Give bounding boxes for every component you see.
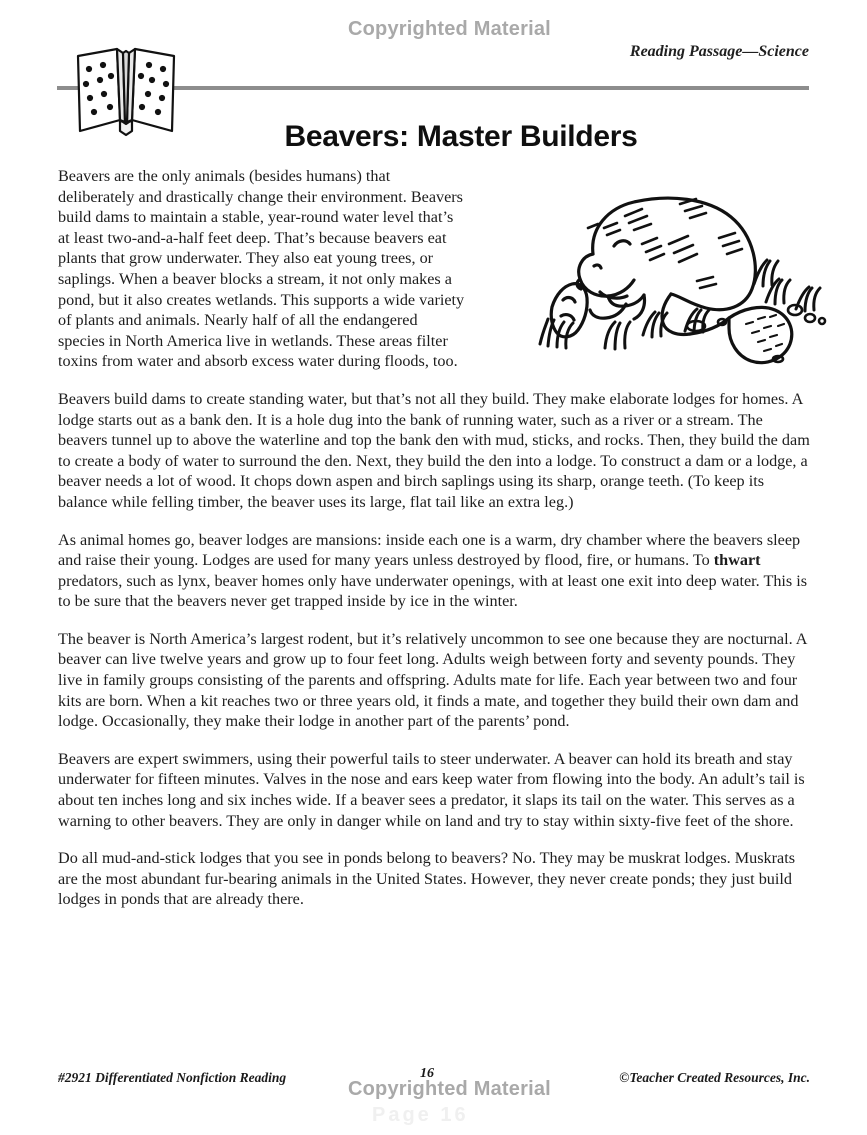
paragraph-1: Beavers are the only animals (besides humans) that deliberately and drastically change their environment. Beavers build dams to maintain a stable, year-round water level that’s at least two-and-a-half feet deep. That’s because beavers eat plants that grow underwater. They also eat young trees, or saplings. When a beaver blocks a stream, it not only makes a pond, but it also creates wetlands. This supports a wide variety of plants and animals. Nearly half of all the endangered species in North America live in wetlands. These areas filter toxins from water and absorb excess water during floods, too. (58, 167, 465, 371)
paragraph-2: Beavers build dams to create standing water, but that’s not all they build. They make elaborate lodges for homes. A lodge starts out as a bank den. It is a hole dug into the bank of running water, such as a river or a stream. The beavers tunnel up to above the waterline and top the bank den with mud, sticks, and rocks. Then, they build the dam to create a body of water to surround the den. Next, they build the den into a lodge. To construct a dam or a lodge, a beaver needs a lot of wood. It chops down aspen and birch saplings using its sharp, orange teeth. (To keep its balance while felling timber, the beaver uses its large, flat tail like an extra leg.) (58, 389, 810, 511)
article-body (58, 166, 810, 927)
paragraph-6: Do all mud-and-stick lodges that you see in ponds belong to beavers? No. They may be muskrat lodges. Muskrats are the most abundant fur-bearing animals in the United States. However, they never create ponds; they just build lodges in ponds that are already there. (58, 849, 795, 909)
copyright-watermark-top: Copyrighted Material (348, 18, 551, 40)
paragraph-3: As animal homes go, beaver lodges are mansions: inside each one is a warm, dry chamber where the beavers sleep and raise their young. Lodges are used for many years unless destroyed by flood, fire, or humans. To thwart predators, such as lynx, beaver homes only have underwater openings, with at least one exit into deep water. This is to be sure that the beavers never get trapped inside by ice in the winter. (58, 530, 808, 611)
page-ghost-watermark: Page 16 (372, 1104, 469, 1126)
paragraph-4: The beaver is North America’s largest rodent, but it’s relatively uncommon to see one because they are nocturnal. A beaver can live twelve years and grow up to four feet long. Adults weigh between forty and seventy pounds. They live in family groups consisting of the parents and offspring. Adults mate for life. Each year between two and four kits are born. When a kit reaches two or three years old, it finds a mate, and together they build their own dam and lodge. Occasionally, they make their lodge in another part of the parents’ pond. (58, 629, 807, 731)
page-title: Beavers: Master Builders (284, 120, 638, 154)
copyright-watermark-bottom: Copyrighted Material (348, 1078, 551, 1100)
paragraph-5: Beavers are expert swimmers, using their powerful tails to steer underwater. A beaver can hold its breath and stay underwater for fifteen minutes. Valves in the nose and ears keep water from flowing into the body. An adult’s tail is about ten inches long and six inches wide. If a beaver sees a predator, it slaps its tail on the water. This serves as a warning to other beavers. They are only in danger while on land and try to stay within sixty-five feet of the shore. (58, 749, 805, 830)
passage-kicker: Reading Passage—Science (629, 43, 809, 60)
footer-left-text: #2921 Differentiated Nonfiction Reading (58, 1070, 287, 1085)
beaver-illustration (530, 176, 830, 372)
footer-page-number: 16 (420, 1066, 434, 1081)
footer-right-text: ©Teacher Created Resources, Inc. (619, 1070, 810, 1085)
